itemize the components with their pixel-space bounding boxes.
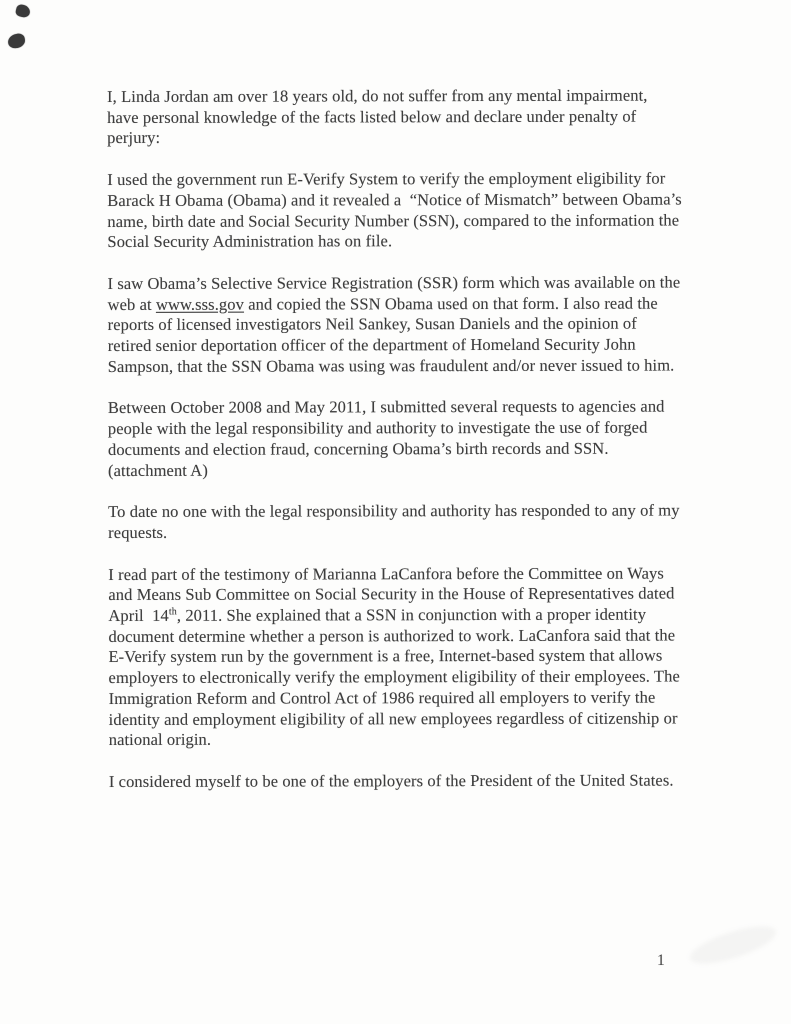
scan-artifact-mark xyxy=(7,33,26,49)
ordinal-superscript: th xyxy=(168,606,177,618)
paragraph-requests-submitted: Between October 2008 and May 2011, I submitted several requests to agencies and people with the legal responsibility and authority to investigate the use of forged documents and election fraud, concerning Obama’s birth records and SSN. (attachment A) xyxy=(107,396,669,480)
scan-smudge xyxy=(686,919,780,972)
sss-gov-link: www.sss.gov xyxy=(155,294,244,314)
paragraph-lacanfora-text-after: , 2011. She explained that a SSN in conjunction with a proper identity document determine whether a person is authorized to work. LaCanfora said that the E-Verify system run by the government is a free, Internet-based system that allows employers to electronically verify the employment eligibility of their employees. The Immigration Reform and Control Act of 1986 required all employers to verify the identity and employment eligibility of all new employees regardless of citizenship or national origin. xyxy=(108,604,685,750)
scan-artifact-mark xyxy=(15,3,31,18)
paragraph-everify-mismatch: I used the government run E-Verify System to verify the employment eligibility for Barack H Obama (Obama) and it revealed a “Notice of Mismatch” between Obama’s name, birth date and Social Security Number (SSN), compared to the information the Social Security Administration has on file. xyxy=(107,168,687,252)
page-number: 1 xyxy=(657,952,665,969)
paragraph-ssr-form-text-after: and copied the SSN Obama used on that form. I also read the reports of licensed investigators Neil Sankey, Susan Daniels and the opinion of retired senior deportation officer of the department of Homeland Security John Sampson, that the SSN Obama was using was fraudulent and/or never issued to him. xyxy=(107,293,675,376)
paragraph-no-response: To date no one with the legal responsibility and authority has responded to any of my requests. xyxy=(108,500,684,542)
paragraph-ssr-form-text-before: I saw Obama’s Selective Service Registration (SSR) form which was available on the web at xyxy=(107,272,685,314)
paragraph-lacanfora-text-before: I read part of the testimony of Marianna LaCanfora before the Committee on Ways and Means Sub Committee on Social Security in the House of Representatives dated April 14 xyxy=(108,563,678,626)
paragraph-lacanfora-testimony xyxy=(108,563,684,751)
document-body xyxy=(107,85,685,813)
paragraph-declarant-intro: I, Linda Jordan am over 18 years old, do not suffer from any mental impairment, have personal knowledge of the facts listed below and declare under penalty of perjury: xyxy=(107,85,652,148)
paragraph-ssr-form xyxy=(107,272,683,377)
paragraph-employer-statement: I considered myself to be one of the employers of the President of the United States. xyxy=(108,770,674,791)
